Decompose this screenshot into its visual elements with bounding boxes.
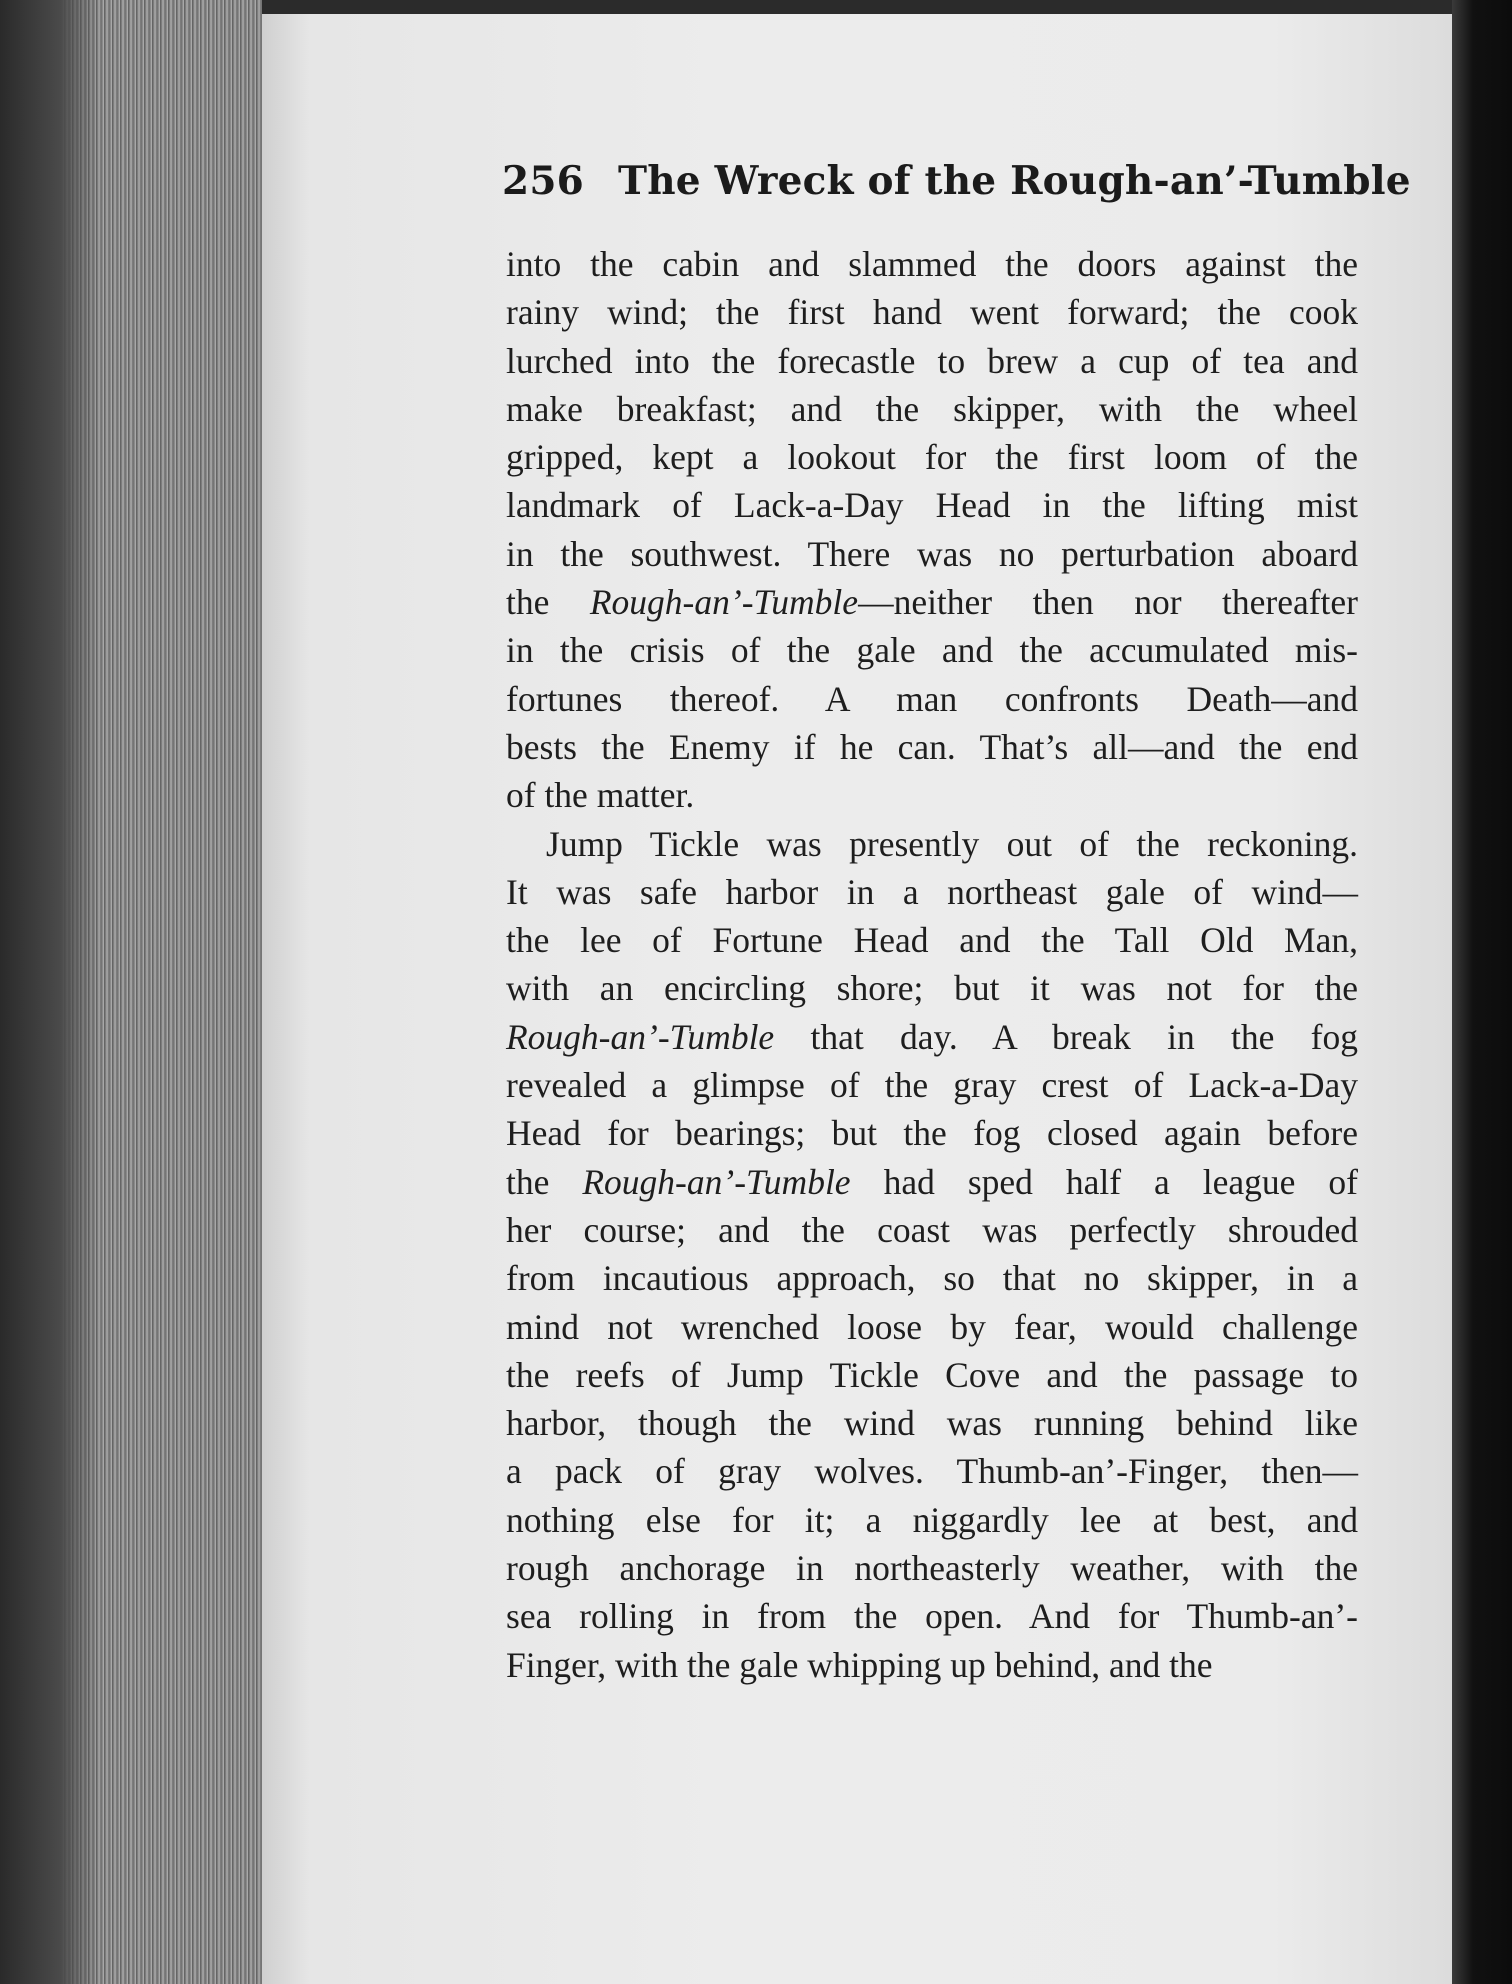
text-line: make breakfast; and the skipper, with the wheel: [506, 388, 1358, 429]
italic-ship-name: Rough-an’-Tumble: [506, 1016, 775, 1057]
text-line: fortunes thereof. A man confronts Death—and: [506, 678, 1358, 719]
text-line: from incautious approach, so that no skipper, in a: [506, 1258, 1358, 1299]
binding-shadow: [0, 0, 100, 1984]
text-line: Rough-an’-Tumble that day. A break in the fog: [506, 1016, 1358, 1057]
text-line: the reefs of Jump Tickle Cove and the passage to: [506, 1354, 1358, 1395]
text-line: the Rough-an’-Tumble had sped half a league of: [506, 1161, 1359, 1202]
paragraph: [506, 820, 1358, 1689]
text-line: her course; and the coast was perfectly shrouded: [506, 1209, 1358, 1250]
facing-page-edge: [1452, 0, 1512, 1984]
text-line: bests the Enemy if he can. That’s all—and the end: [506, 726, 1358, 767]
text-line: revealed a glimpse of the gray crest of Lack-a-Day: [506, 1065, 1358, 1106]
text-line: gripped, kept a lookout for the first loom of the: [506, 437, 1358, 478]
text-line: into the cabin and slammed the doors against the: [506, 244, 1358, 284]
text-line: rough anchorage in northeasterly weather, with the: [506, 1548, 1358, 1589]
text-line: Jump Tickle was presently out of the reckoning.: [546, 823, 1358, 864]
text-line: the Rough-an’-Tumble—neither then nor thereafter: [506, 582, 1358, 623]
text-line: in the crisis of the gale and the accumulated mis-: [506, 630, 1358, 671]
text-line: rainy wind; the first hand went forward; the cook: [506, 292, 1358, 333]
text-line: Finger, with the gale whipping up behind, and the: [506, 1644, 1213, 1685]
text-line: of the matter.: [506, 775, 695, 816]
text-line: in the southwest. There was no perturbation aboard: [506, 533, 1358, 574]
scanner-top-border: [262, 0, 1452, 14]
running-title: The Wreck of the Rough-an’-Tumble: [618, 158, 1411, 204]
text-line: nothing else for it; a niggardly lee at best, and: [506, 1499, 1358, 1540]
page-number: 256: [502, 158, 585, 204]
body-text: [506, 240, 1358, 1689]
italic-ship-name: Rough-an’-Tumble: [582, 1161, 851, 1202]
text-line: a pack of gray wolves. Thumb-an’-Finger, then—: [506, 1451, 1358, 1492]
text-line: sea rolling in from the open. And for Thumb-an’-: [506, 1596, 1358, 1637]
text-line: the lee of Fortune Head and the Tall Old Man,: [506, 920, 1358, 961]
text-line: landmark of Lack-a-Day Head in the lifting mist: [506, 485, 1358, 526]
text-line: mind not wrenched loose by fear, would challenge: [506, 1306, 1358, 1347]
text-line: with an encircling shore; but it was not for the: [506, 968, 1358, 1009]
text-line: lurched into the forecastle to brew a cup of tea and: [506, 340, 1358, 381]
text-line: harbor, though the wind was running behind like: [506, 1403, 1358, 1444]
paragraph: [506, 240, 1358, 820]
running-head: [502, 158, 1411, 204]
italic-ship-name: Rough-an’-Tumble: [589, 582, 859, 623]
text-line: Head for bearings; but the fog closed again before: [506, 1113, 1358, 1154]
text-line: It was safe harbor in a northeast gale of wind—: [506, 871, 1358, 912]
